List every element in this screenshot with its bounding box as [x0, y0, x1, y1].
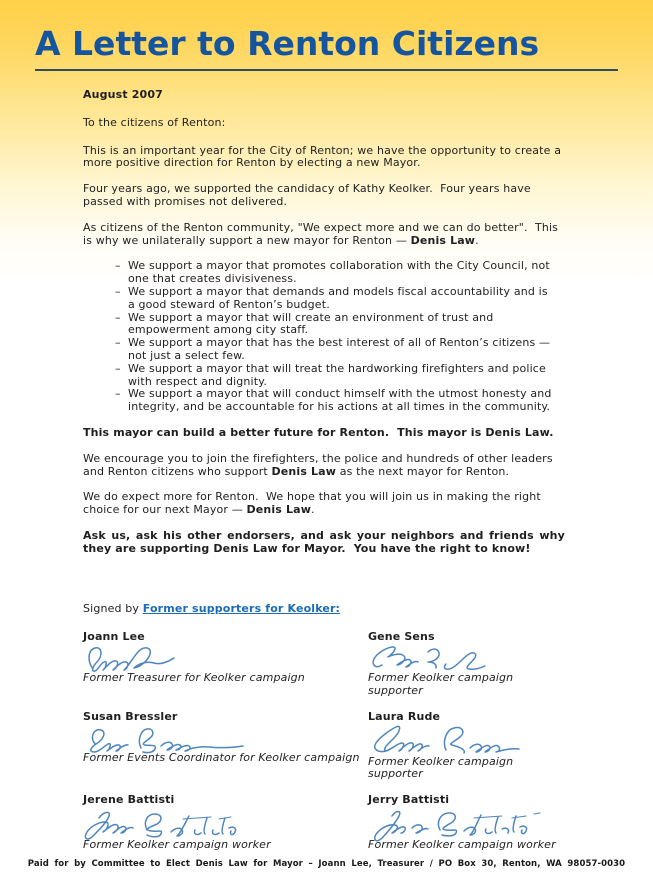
bullet-dash: –	[115, 361, 121, 375]
denis-law-emphasis: Denis Law	[271, 464, 337, 478]
paragraph-text: We encourage you to join the firefighters, the police and hundreds of other leaders and Renton citizens who support	[83, 451, 553, 478]
bullet-item	[115, 388, 565, 414]
signer-role: Former Events Coordinator for Keolker campaign	[83, 750, 360, 764]
paragraph-better-future: This mayor can build a better future for Renton. This mayor is Denis Law.	[83, 425, 554, 439]
bullet-item	[115, 363, 565, 389]
paragraph-four-years: Four years ago, we supported the candidacy of Kathy Keolker. Four years have passed with promises not delivered.	[83, 182, 531, 208]
paragraph-important-year: This is an important year for the City of Renton; we have the opportunity to create a more positive direction for Renton by electing a new Mayor.	[83, 143, 562, 170]
letter-date: August 2007	[83, 88, 163, 101]
bullet-text: We support a mayor that demands and models fiscal accountability and is a good steward of Renton’s budget.	[128, 284, 548, 311]
signature-jerry-battisti	[368, 806, 548, 842]
signer-role: Former Keolker campaign supporter	[368, 754, 514, 781]
signer-role: Former Treasurer for Keolker campaign	[83, 671, 305, 685]
signature-grid	[83, 631, 565, 851]
bullet-item	[115, 260, 565, 286]
signature-jerene-battisti	[83, 806, 273, 842]
signer-role: Former Keolker campaign worker	[368, 837, 556, 851]
bullet-text: We support a mayor that promotes collaboration with the City Council, not one that creates divisiveness.	[128, 259, 550, 286]
letter-body	[83, 89, 565, 852]
signer-jerry-battisti	[368, 794, 565, 852]
signer-name: Jerene Battisti	[83, 793, 175, 807]
signer-name: Laura Rude	[368, 709, 441, 723]
signer-role: Former Keolker campaign supporter	[368, 671, 514, 697]
paragraph-text: .	[475, 233, 479, 247]
signature-laura-rude	[368, 723, 523, 759]
bullet-dash: –	[115, 336, 121, 350]
signer-name: Susan Bressler	[83, 709, 178, 723]
masthead	[0, 0, 653, 71]
bullet-list	[115, 260, 565, 414]
signer-laura-rude	[368, 711, 565, 781]
signer-gene-sens	[368, 631, 565, 697]
signer-joann-lee	[83, 631, 368, 697]
paragraph-encourage	[83, 453, 565, 479]
bullet-dash: –	[115, 387, 121, 401]
bullet-text: We support a mayor that will treat the hardworking firefighters and police with respect and dignity.	[128, 361, 546, 388]
bullet-dash: –	[115, 284, 121, 298]
bullet-text: We support a mayor that has the best interest of all of Renton’s citizens — not just a select few.	[128, 336, 551, 362]
paragraph-text: as the next mayor for Renton.	[336, 464, 510, 478]
signer-name: Gene Sens	[368, 630, 435, 644]
paragraph-text: We do expect more for Renton. We hope that you will join us in making the right choice for our next Mayor —	[83, 490, 541, 517]
bullet-item	[115, 286, 565, 312]
former-supporters-link: Former supporters for Keolker:	[142, 601, 341, 615]
footer-disclaimer: Paid for by Committee to Elect Denis Law for Mayor – Joann Lee, Treasurer / PO Box 30, Renton, WA 98057-0030	[27, 859, 626, 869]
paragraph-text: As citizens of the Renton community, "We expect more and we can do better". This is why we unilaterally support a new mayor for Renton —	[83, 220, 559, 247]
paragraph-expect-more	[83, 222, 565, 248]
bullet-dash: –	[115, 259, 121, 273]
bullet-text: We support a mayor that will create an environment of trust and empowerment among city staff.	[128, 310, 494, 337]
signer-name: Jerry Battisti	[368, 793, 450, 807]
signature-susan-bressler	[83, 723, 248, 755]
bullet-item	[115, 337, 565, 363]
signer-name: Joann Lee	[83, 630, 145, 644]
page-title: A Letter to Renton Citizens	[35, 24, 540, 63]
bullet-text: We support a mayor that will conduct himself with the utmost honesty and integrity, and be accountable for his actions at all times in the community.	[128, 387, 552, 414]
bullet-item	[115, 312, 565, 338]
title-underline	[35, 69, 618, 71]
paragraph-right-choice	[83, 491, 565, 517]
signed-by-line	[83, 603, 565, 616]
signer-role: Former Keolker campaign worker	[83, 837, 271, 851]
salutation: To the citizens of Renton:	[83, 115, 226, 129]
paragraph-ask-us: Ask us, ask his other endorsers, and ask your neighbors and friends why they are supporting Denis Law for Mayor. You have the right to know!	[83, 528, 565, 555]
bullet-dash: –	[115, 310, 121, 324]
signer-jerene-battisti	[83, 794, 368, 852]
paragraph-text: .	[311, 503, 315, 517]
denis-law-emphasis: Denis Law	[410, 233, 476, 247]
signed-by-prefix: Signed by	[83, 601, 143, 615]
signer-susan-bressler	[83, 711, 368, 781]
denis-law-emphasis: Denis Law	[246, 503, 312, 517]
